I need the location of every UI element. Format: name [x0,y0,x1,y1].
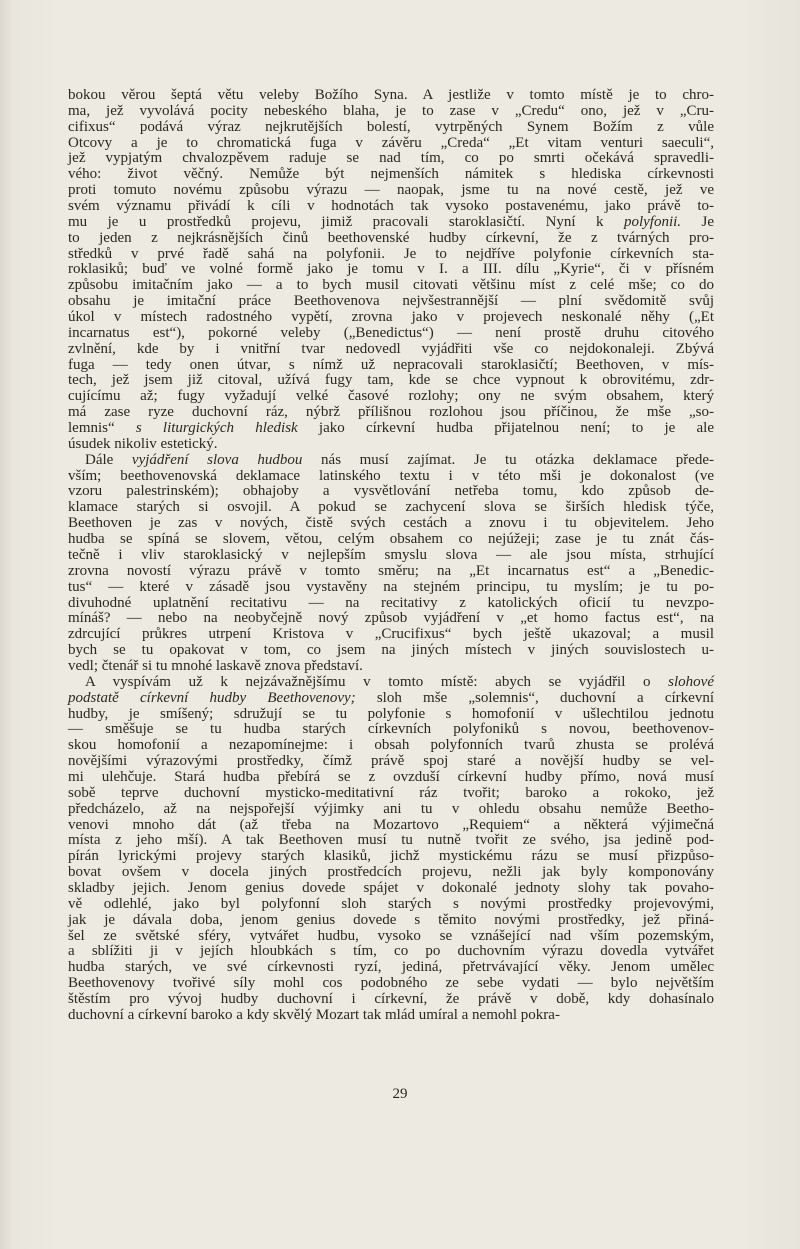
text-line [68,659,714,675]
text-line [68,580,714,596]
text-segment: zrovna novostí výrazu právě v tomto směru; na „Et incarnatus est“ a „Benedic- [68,562,714,579]
text-segment: svém významu přivádí k cíli v hodnotách tak vysoko postavenému, jako právě to- [68,198,714,215]
text-line [68,675,714,691]
text-segment: Beethovenovy tvořivé síly mohl cos podobného ze sebe vydati — bylo největším [68,975,714,992]
text-segment: středků v prvé řadě sahá na polyfonii. Je to nejdříve polyfonie církevních sta- [68,245,714,262]
text-segment: jež vypjatým chvalozpěvem raduje se nad tím, co po smrti očekává spravedli- [68,150,714,167]
text-line [68,516,714,532]
text-line [68,865,714,881]
text-line [68,183,714,199]
text-segment: divuhodné uplatnění recitativu — na recitativy z katolických oficií tu nevzpo- [68,594,714,611]
page-text [68,88,714,1024]
text-line [68,278,714,294]
text-line [68,453,714,469]
text-line [68,596,714,612]
text-segment: hudba se spíná se slovem, větou, celým obsahem co nejúžeji; zase je tu znát čás- [68,531,714,548]
text-line [68,913,714,929]
text-line [68,167,714,183]
text-segment: úsudek nikoliv estetický. [68,435,218,452]
text-segment: bovat ovšem v docela jiných prostředcích projevu, nežli jak byly komponovány [68,864,714,881]
text-segment: bokou věrou šeptá větu veleby Božího Syna. A jestliže v tomto místě je to chro- [68,87,714,103]
text-line [68,643,714,659]
text-line [68,992,714,1008]
text-segment: zdrcující průkres utrpení Kristova v „Crucifixus“ bych ještě ukazoval; a musil [68,626,714,643]
text-line [68,881,714,897]
text-segment: vého: život věčný. Nemůže být nejmenších námitek s hlediska církevnosti [68,166,714,183]
text-segment: skou homofonií a nezapomínejme: i obsah polyfonních tvarů zhusta se prolévá [68,737,714,754]
text-line [68,929,714,945]
text-line [68,358,714,374]
text-line [68,770,714,786]
text-line [68,1008,714,1024]
text-line [68,484,714,500]
text-segment: proti tomuto novému způsobu výrazu — naopak, jsme tu na nové cestě, jež ve [68,182,714,199]
text-line [68,754,714,770]
text-line [68,849,714,865]
italic-text-segment: vyjádření slova hudbou [131,451,303,468]
text-line [68,262,714,278]
text-line [68,469,714,485]
text-line [68,199,714,215]
text-segment: předcházelo, až na nejspořejší výjimky ani tu v ohledu obsahu nemůže Beetho- [68,800,714,817]
paragraph [68,453,714,675]
text-segment: roklasiků; buď ve volné formě jako je tomu v I. a III. dílu „Kyrie“, či v přísném [68,261,714,278]
text-line [68,104,714,120]
text-line [68,231,714,247]
text-segment: Otcovy a je to chromatická fuga v závěru „Creda“ „Et vitam venturi saeculi“, [68,134,714,151]
text-segment: A vyspívám už k nejzávažnějšímu v tomto místě: abych se vyjádřil o [85,673,669,690]
text-segment: místa z jeho mší). A tak Beethoven musí tu nutně tvořit ze svého, jsa jedině pod- [68,832,714,849]
text-segment: ma, jež vyvolává pocity nebeského blaha, je to zase v „Credu“ ono, jež v „Cru- [68,102,714,119]
text-segment: tečně i vliv staroklasický v nejlepším smyslu slova — ale jsou místa, strhující [68,546,714,563]
text-line [68,405,714,421]
text-segment: mu je u prostředků projevu, jimiž pracovali staroklasičtí. Nyní k [68,213,624,230]
text-segment: obsahu je imitační práce Beethovenova nejvšestrannější — plní svědomitě svůj [68,293,714,310]
text-segment: způsobu imitačním jako — a to bych musil citovati většinu míst z celé mše; co do [68,277,714,294]
text-segment: incarnatus est“), pokorné veleby („Benedictus“) — není prostě druhu citového [68,324,714,341]
italic-text-segment: polyfonii. [623,213,682,230]
text-segment: novějšími výrazovými prostředky, čímž právě spoj staré a novější hudby se vel- [68,753,714,770]
text-segment: lemnis“ [68,420,136,437]
paragraph [68,88,714,453]
text-segment: vzoru palestrinském); obhajoby a vysvětlování netřeba tomu, kdo způsob de- [68,483,714,500]
text-line [68,310,714,326]
text-segment: tus“ — které v zásadě jsou vystavěny na stejném principu, tu myslím; je tu po- [68,578,714,595]
text-segment: jak je dávala doba, jenom genius dovede s těmito novými prostředky, jež přiná- [68,911,714,928]
text-line [68,437,714,453]
text-line [68,833,714,849]
text-line [68,944,714,960]
text-segment: cujícímu až; fugy vyžadují velké časové rozlohy; ony ne svým obsahem, který [68,388,714,405]
text-segment: zvlnění, kde by i vnitřní tvar nedovedl vyjádřiti vše co nejdokonaleji. Zbývá [68,340,714,357]
text-segment: klamace starých si osvojil. A pokud se zachycení slova se širších hledisk týče, [68,499,714,516]
text-line [68,707,714,723]
text-line [68,960,714,976]
text-line [68,151,714,167]
text-line [68,326,714,342]
text-line [68,691,714,707]
text-segment: bych se tu opakovat v tom, co jsem na jiných místech v jiných souvislostech u- [68,642,714,659]
text-line [68,818,714,834]
text-segment: a sblížiti ji v jejích hloubkách s tím, co po duchovním výrazu dovedla vytvářet [68,943,714,960]
text-line [68,738,714,754]
text-line [68,627,714,643]
text-segment: jako církevní hudba přijatelnou není; to je ale [297,420,715,437]
text-line [68,342,714,358]
italic-text-segment: slohové [668,673,714,690]
text-segment: hudba starých, ve své církevnosti ryzí, jediná, přetrvávající věky. Jenom umělec [68,959,714,976]
italic-text-segment: podstatě církevní hudby Beethovenovy; [68,689,356,706]
text-segment: mi ulehčuje. Stará hudba přebírá se z ovzduší církevní hudby přímo, nová musí [68,768,714,785]
text-segment: pírán lyrickými projevy starých klasiků, jichž mystickému rázu se musí přizpůso- [68,848,714,865]
text-line [68,802,714,818]
italic-text-segment: s liturgických hledisk [135,420,298,437]
text-segment: štěstím pro vývoj hudby duchovní i církevní, že právě v době, kdy dohasínalo [68,990,714,1007]
text-segment: — směšuje se tu hudba starých církevních polyfoniků s novou, beethovenov- [68,721,714,738]
text-segment: to jeden z nejkrásnějších činů beethovenské hudby církevní, že z tvárných pro- [68,229,714,246]
text-segment: duchovní a církevní baroko a kdy skvělý Mozart tak mlád umíral a nemohl pokra- [68,1006,560,1023]
text-segment: vším; beethovenovská deklamace latinského textu i v této mši je dokonalost (ve [68,467,714,484]
text-line [68,294,714,310]
text-segment: skladby jejich. Jenom genius dovede spájet v dokonalé jednoty slohy tak povaho- [68,879,714,896]
text-segment: úkol v místech radostného vypětí, zrovna jako v projevech neskonalé něhy („Et [68,309,714,326]
text-segment: hudby, je smíšený; sdružují se tu polyfonie s homofonií v ušlechtilou jednotu [68,705,714,722]
paragraph [68,675,714,1024]
text-line [68,564,714,580]
text-segment: venovi mnoho dát (až třeba na Mozartovo „Requiem“ a některá výjimečná [68,816,714,833]
text-line [68,247,714,263]
text-segment: má zase ryze duchovní ráz, nýbrž přílišnou rozlohou jsou příčinou, že mše „so- [68,404,714,421]
text-segment: Beethoven je zas v nových, čistě svých cestách a znovu i tu objevitelem. Jeho [68,515,714,532]
text-segment: fuga — tedy onen útvar, s nímž už nepracovali staroklasičtí; Beethoven, v mís- [68,356,714,373]
text-line [68,120,714,136]
text-line [68,897,714,913]
text-segment: sloh mše „solemnis“, duchovní a církevní [355,689,714,706]
text-line [68,532,714,548]
text-line [68,548,714,564]
text-line [68,976,714,992]
text-line [68,786,714,802]
text-segment: šel ze světské sféry, vytvářet hudbu, vysoko se vznášející nad vším pozemským, [68,927,714,944]
text-line [68,373,714,389]
text-line [68,722,714,738]
text-line [68,500,714,516]
text-segment: nás musí zajímat. Je tu otázka deklamace přede- [302,451,715,468]
text-line [68,88,714,104]
text-segment: Je [681,213,714,230]
page-number: 29 [392,1086,408,1102]
text-segment: vedl; čtenář si tu mnohé laskavě znova představí. [68,657,363,674]
text-segment: vě odlehlé, jako byl polyfonní sloh starých s novými prostředky projevovými, [68,895,714,912]
text-line [68,136,714,152]
text-line [68,389,714,405]
text-segment: Dále [85,451,132,468]
text-line [68,215,714,231]
text-segment: cifixus“ podává výraz nejkrutějších bolestí, vytrpěných Synem Božím z vůle [68,118,714,135]
text-line [68,611,714,627]
text-line [68,421,714,437]
text-segment: tech, jež jsem již citoval, užívá fugy tam, kde se chce vypnout k obrovitému, zdr- [68,372,714,389]
text-segment: sobě teprve duchovní mysticko-meditativní ráz tvořit; baroko a rokoko, jež [68,784,714,801]
text-segment: mínáš? — nebo na neobyčejně nový způsob vyjádření v „et homo factus est“, na [68,610,714,627]
